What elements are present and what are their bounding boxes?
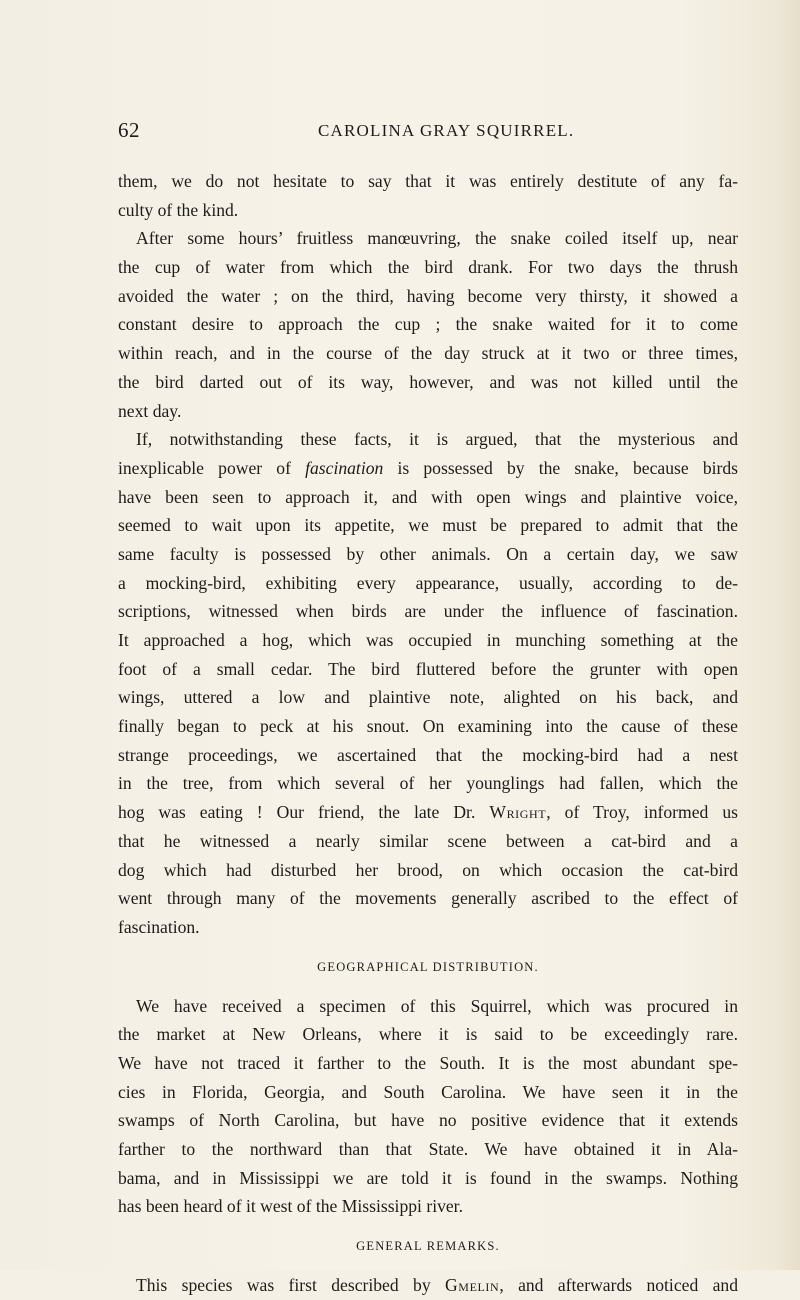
text-run: This species was first described by [136, 1275, 445, 1296]
text-line: culty of the kind. [118, 199, 239, 220]
text-line [118, 454, 738, 483]
text-run: inexplicable power of [118, 457, 306, 478]
text-line: avoided the water ; on the third, having become very thirsty, it showed a [118, 285, 738, 306]
text-run: , and afterwards noticed and [499, 1275, 739, 1296]
spacer [118, 982, 738, 992]
text-line: a mocking-bird, exhibiting every appearance, usually, according to de- [118, 572, 738, 593]
text-line: the market at New Orleans, where it is said to be exceedingly rare. [118, 1024, 738, 1045]
body-text [118, 167, 738, 1300]
italic-term: fascination [305, 457, 384, 478]
text-line: constant desire to approach the cup ; the snake waited for it to come [118, 314, 738, 335]
text-line: have been seen to approach it, and with open wings and plaintive voice, [118, 486, 738, 507]
page-header [118, 118, 738, 148]
text-line: seemed to wait upon its appetite, we must be prepared to admit that the [118, 515, 738, 536]
section-heading-general-remarks: GENERAL REMARKS. [356, 1239, 500, 1254]
person-name: Wright [489, 802, 547, 823]
text-line: went through many of the movements generally ascribed to the effect of [118, 888, 738, 909]
text-line: strange proceedings, we ascertained that the mocking-bird had a nest [118, 744, 738, 765]
text-line: We have not traced it farther to the South. It is the most abundant spe- [118, 1052, 738, 1073]
spacer [118, 942, 738, 952]
text-run: is possessed by the snake, because birds [383, 457, 739, 478]
text-line: If, notwithstanding these facts, it is argued, that the mysterious and [136, 429, 738, 450]
text-run: hog was eating ! Our friend, the late Dr. [118, 802, 490, 823]
text-line: finally began to peck at his snout. On examining into the cause of these [118, 716, 738, 737]
text-line: farther to the northward than that State. We have obtained it in Ala- [118, 1139, 738, 1159]
text-line: It approached a hog, which was occupied in munching something at the [118, 630, 738, 650]
text-line: swamps of North Carolina, but have no positive evidence that it extends [118, 1110, 738, 1131]
section-heading-geographical-distribution: GEOGRAPHICAL DISTRIBUTION. [317, 959, 539, 974]
text-line [118, 798, 738, 827]
text-line: cies in Florida, Georgia, and South Carolina. We have seen it in the [118, 1081, 738, 1102]
text-line: wings, uttered a low and plaintive note, alighted on his back, and [118, 687, 738, 708]
text-run: , of Troy, informed us [546, 802, 738, 823]
text-line: dog which had disturbed her brood, on which occasion the cat-bird [118, 859, 738, 880]
person-name: Gmelin [445, 1275, 500, 1296]
text-line: within reach, and in the course of the day struck at it two or three times, [118, 343, 738, 364]
text-line: scriptions, witnessed when birds are under the influence of fascination. [118, 601, 738, 622]
text-line: the bird darted out of its way, however, and was not killed until the [118, 371, 738, 392]
text-line: that he witnessed a nearly similar scene between a cat-bird and a [118, 830, 738, 851]
page-number: 62 [118, 118, 140, 142]
text-line: them, we do not hesitate to say that it was entirely destitute of any fa- [118, 171, 738, 191]
text-line: next day. [118, 400, 182, 421]
text-line: We have received a specimen of this Squirrel, which was procured in [136, 995, 738, 1016]
text-line: foot of a small cedar. The bird fluttered before the grunter with open [118, 658, 738, 679]
spacer [118, 1221, 738, 1231]
text-line: has been heard of it west of the Mississippi river. [118, 1196, 463, 1217]
text-line: same faculty is possessed by other animals. On a certain day, we saw [118, 543, 738, 564]
text-line: After some hours’ fruitless manœuvring, the snake coiled itself up, near [136, 228, 738, 249]
text-line [118, 1271, 738, 1300]
text-line: in the tree, from which several of her younglings had fallen, which the [118, 773, 738, 794]
text-line: bama, and in Mississippi we are told it is found in the swamps. Nothing [118, 1167, 738, 1188]
running-title: CAROLINA GRAY SQUIRREL. [318, 121, 575, 140]
text-line: fascination. [118, 916, 200, 937]
text-line: the cup of water from which the bird drank. For two days the thrush [118, 257, 738, 278]
